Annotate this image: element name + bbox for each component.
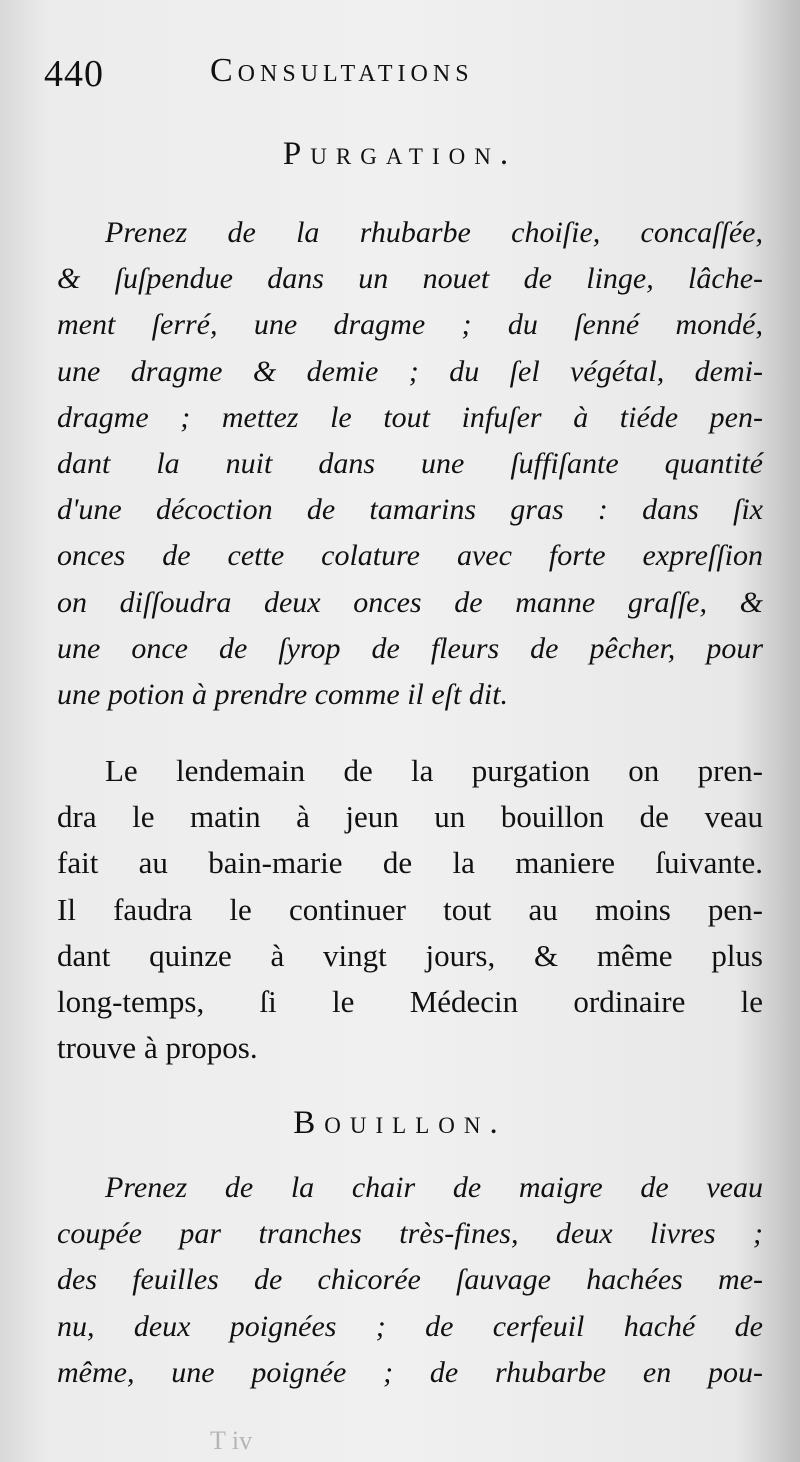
body-paragraph [57,748,763,1071]
text-line: dant quinze à vingt jours, & même plus [57,937,763,973]
text-line: une dragme & demie ; du ſel végétal, demi- [57,354,763,388]
text-line: fait au bain-marie de la maniere ſuivante. [57,845,763,881]
text-line: trouve à propos. [57,1030,258,1066]
section-heading-bouillon: Bouillon. [293,1105,507,1141]
text-line: coupée par tranches très-fines, deux livres ; [57,1217,763,1251]
text-line: & ſuſpendue dans un nouet de linge, lâche- [57,262,763,296]
page-number: 440 [44,53,104,95]
text-line: ment ſerré, une dragme ; du ſenné mondé, [57,308,763,342]
text-line: dra le matin à jeun un bouillon de veau [57,799,763,835]
text-line: une once de ſyrop de fleurs de pêcher, pour [57,631,763,665]
text-line: des feuilles de chicorée ſauvage hachées me- [57,1263,763,1297]
text-line: nu, deux poignées ; de cerfeuil haché de [57,1309,763,1343]
recipe-bouillon [57,1165,763,1396]
text-line: Prenez de la chair de maigre de veau [105,1171,763,1204]
text-line: onces de cette colature avec forte expreſſion [57,539,763,573]
text-line: même, une poignée ; de rhubarbe en pou- [57,1355,763,1389]
text-line: dant la nuit dans une ſuffiſante quantité [57,446,763,480]
text-line: Le lendemain de la purgation on pren- [105,753,763,788]
running-head [40,52,760,102]
text-line: Il faudra le continuer tout au moins pen- [57,891,763,927]
signature-mark: T iv [210,1426,253,1455]
text-line: une potion à prendre comme il eſt dit. [57,677,509,711]
text-line: Prenez de la rhubarbe choiſie, concaſſée, [105,216,763,249]
text-line: long-temps, ſi le Médecin ordinaire le [57,983,763,1019]
recipe-purgation [57,210,763,718]
section-heading-purgation: Purgation. [282,136,518,172]
text-line: dragme ; mettez le tout infuſer à tiéde pen- [57,400,763,434]
running-title: Consultations [210,52,474,89]
text-line: on diſſoudra deux onces de manne graſſe, & [57,585,763,619]
text-line: d'une décoction de tamarins gras : dans ſix [57,493,763,527]
